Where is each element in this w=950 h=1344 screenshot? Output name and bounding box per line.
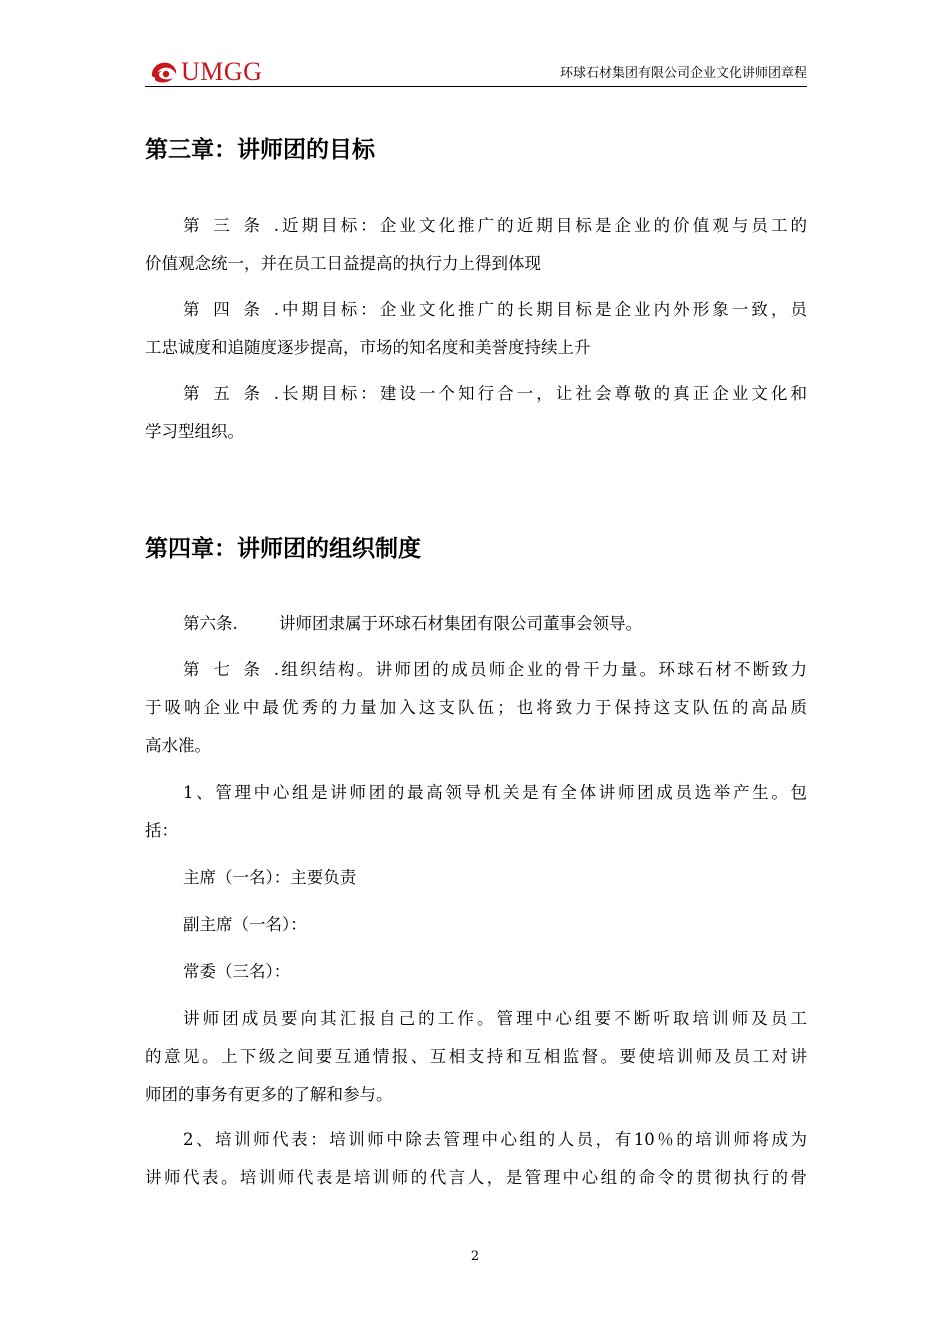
- chapter-3-heading: 第三章：讲师团的目标: [145, 137, 375, 163]
- article-4-line-1: 第四条.中期目标：企业文化推广的长期目标是企业内外形象一致，员: [183, 298, 807, 322]
- article-5-line-2: 学习型组织。: [145, 422, 244, 441]
- paragraph-3-line-2: 讲师代表。培训师代表是培训师的代言人，是管理中心组的命令的贯彻执行的骨: [145, 1168, 807, 1187]
- logo-swirl-icon: [149, 59, 179, 85]
- article-3-line-2: 价值观念统一，并在员工日益提高的执行力上得到体现: [145, 254, 541, 273]
- article-6-label: 第六条.: [183, 614, 238, 633]
- article-5-label: 第五条.: [183, 384, 279, 403]
- article-3-label: 第三条.: [183, 216, 279, 235]
- article-3-line-1: 第三条.近期目标：企业文化推广的近期目标是企业的价值观与员工的: [183, 214, 807, 238]
- article-7-label: 第七条.: [183, 660, 279, 679]
- article-7-line-3: 高水准。: [145, 736, 211, 755]
- role-chairman: 主席（一名）：主要负责: [183, 868, 357, 887]
- page-number: 2: [470, 1249, 480, 1264]
- article-4-line-2: 工忠诚度和追随度逐步提高，市场的知名度和美誉度持续上升: [145, 338, 591, 357]
- chapter-4-heading: 第四章：讲师团的组织制度: [145, 536, 421, 562]
- logo-text: UMGG: [181, 57, 263, 86]
- page-header: [145, 58, 807, 87]
- paragraph-1-line-1: 1、管理中心组是讲师团的最高领导机关是有全体讲师团成员选举产生。包: [183, 783, 807, 802]
- paragraph-2-line-3: 师团的事务有更多的了解和参与。: [145, 1085, 393, 1104]
- company-logo: [149, 58, 262, 86]
- article-7-line-1: 第七条.组织结构。讲师团的成员师企业的骨干力量。环球石材不断致力: [183, 658, 807, 682]
- document-title: 环球石材集团有限公司企业文化讲师团章程: [559, 66, 807, 81]
- paragraph-2-line-1: 讲师团成员要向其汇报自己的工作。管理中心组要不断听取培训师及员工: [183, 1009, 807, 1028]
- article-5-line-1: 第五条.长期目标：建设一个知行合一，让社会尊敬的真正企业文化和: [183, 382, 807, 406]
- article-6-line-1: 第六条. 讲师团隶属于环球石材集团有限公司董事会领导。: [183, 612, 807, 636]
- article-4-label: 第四条.: [183, 300, 279, 319]
- paragraph-2-line-2: 的意见。上下级之间要互通情报、互相支持和互相监督。要使培训师及员工对讲: [145, 1047, 807, 1066]
- article-7-line-2: 于吸呐企业中最优秀的力量加入这支队伍；也将致力于保持这支队伍的高品质: [145, 698, 807, 717]
- paragraph-1-line-2: 括：: [145, 821, 178, 840]
- role-vice-chairman: 副主席（一名）：: [183, 915, 307, 934]
- role-standing-committee: 常委（三名）：: [183, 962, 291, 981]
- paragraph-3-line-1: 2、培训师代表：培训师中除去管理中心组的人员，有10％的培训师将成为: [183, 1130, 807, 1149]
